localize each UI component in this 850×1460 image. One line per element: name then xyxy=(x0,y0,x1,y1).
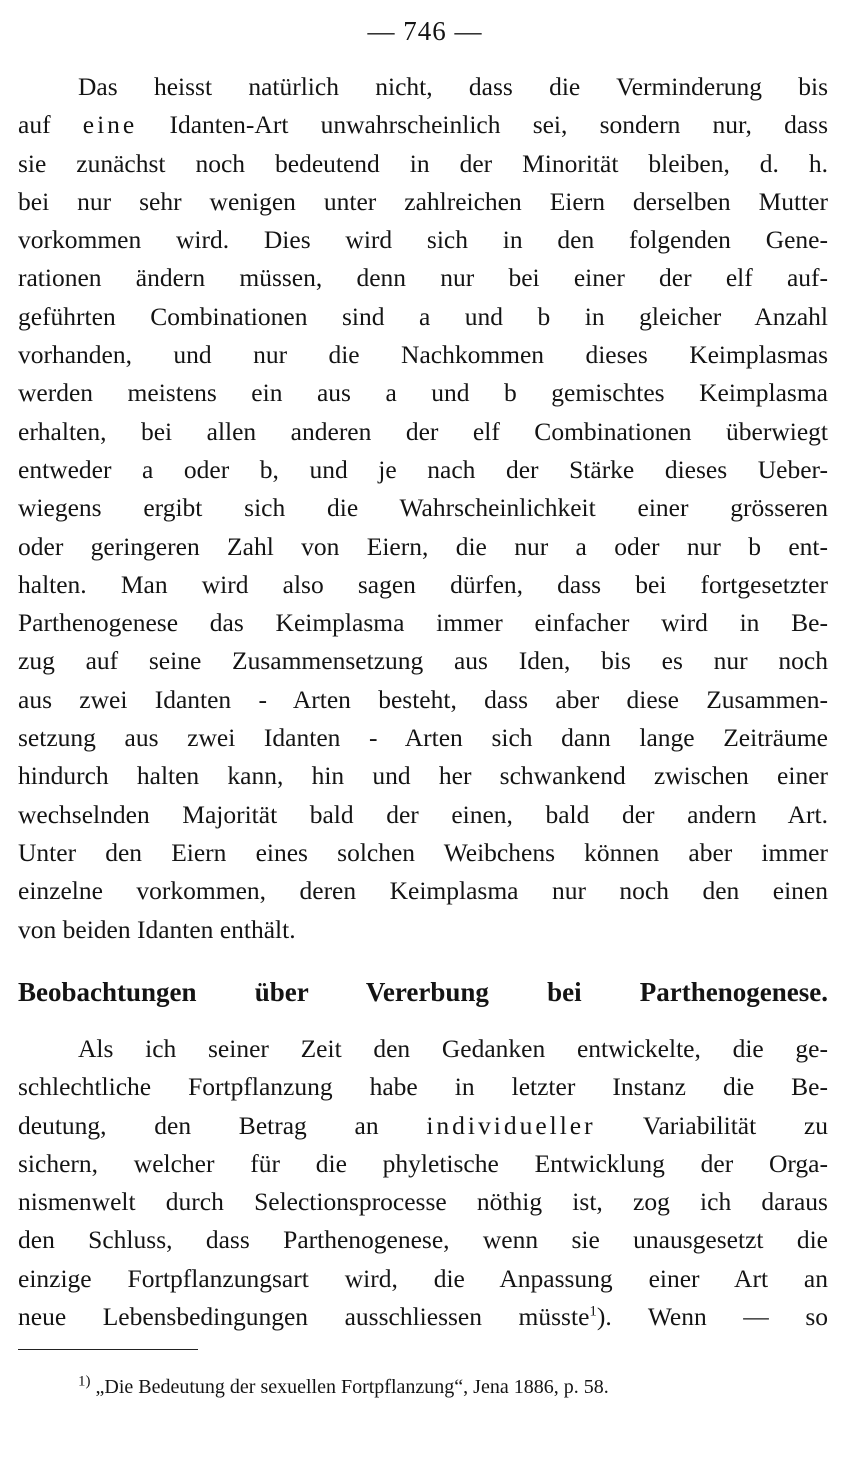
text-line: Das heisst natürlich nicht, dass die Verminderung bis xyxy=(78,72,828,101)
text-line: erhalten, bei allen anderen der elf Combinationen überwiegt xyxy=(18,416,828,446)
text-line: hindurch halten kann, hin und her schwankend zwischen einer xyxy=(18,761,828,791)
text-line: schlechtliche Fortpflanzung habe in letzter Instanz die Be- xyxy=(18,1072,828,1102)
footnote-text: „Die Bedeutung der sexuellen Fortpflanzung“, Jena 1886, p. 58. xyxy=(95,1376,609,1398)
body-paragraph-2 xyxy=(18,1030,828,1336)
text-line: setzung aus zwei Idanten - Arten sich dann lange Zeiträume xyxy=(18,723,828,753)
text-line: von beiden Idanten enthält. xyxy=(18,914,296,944)
text-line: auf eine Idanten-Art unwahrscheinlich sei, sondern nur, dass xyxy=(18,110,829,140)
section-heading: Beobachtungen über Vererbung bei Parthenogenese. xyxy=(18,977,828,1007)
text-line: aus zwei Idanten - Arten besteht, dass aber diese Zusammen- xyxy=(18,684,828,714)
text-line: rationen ändern müssen, denn nur bei einer der elf auf- xyxy=(18,263,828,293)
footnote-marker: 1) xyxy=(78,1373,91,1390)
footnote xyxy=(78,1372,838,1402)
text-line: nismenwelt durch Selectionsprocesse nöthig ist, zog ich daraus xyxy=(18,1187,828,1217)
text-line: Als ich seiner Zeit den Gedanken entwickelte, die ge- xyxy=(78,1034,828,1063)
text-line: vorhanden, und nur die Nachkommen dieses Keimplasmas xyxy=(18,340,828,370)
text-line: Unter den Eiern eines solchen Weibchens können aber immer xyxy=(18,837,828,867)
page-number: — 746 — xyxy=(367,16,483,46)
body-paragraph-1 xyxy=(18,68,828,949)
text-line: entweder a oder b, und je nach der Stärke dieses Ueber- xyxy=(18,454,828,484)
text-line: sichern, welcher für die phyletische Entwicklung der Orga- xyxy=(18,1148,828,1178)
text-line: Parthenogenese das Keimplasma immer einfacher wird in Be- xyxy=(18,608,828,638)
text-line: zug auf seine Zusammensetzung aus Iden, bis es nur noch xyxy=(18,646,828,676)
text-line: vorkommen wird. Dies wird sich in den folgenden Gene- xyxy=(18,225,828,255)
text-line: halten. Man wird also sagen dürfen, dass bei fortgesetzter xyxy=(18,569,828,599)
text-line: bei nur sehr wenigen unter zahlreichen Eiern derselben Mutter xyxy=(18,186,828,216)
text-line: den Schluss, dass Parthenogenese, wenn sie unausgesetzt die xyxy=(18,1225,828,1255)
text-line: einzige Fortpflanzungsart wird, die Anpassung einer Art an xyxy=(18,1263,828,1293)
footnote-divider xyxy=(18,1349,198,1350)
text-line: wechselnden Majorität bald der einen, bald der andern Art. xyxy=(18,799,828,829)
text-line: wiegens ergibt sich die Wahrscheinlichkeit einer grösseren xyxy=(18,493,828,523)
text-line: sie zunächst noch bedeutend in der Minorität bleiben, d. h. xyxy=(18,148,828,178)
text-line: neue Lebensbedingungen ausschliessen müsste$^1$). Wenn — so xyxy=(18,1302,828,1332)
text-line: geführten Combinationen sind a und b in gleicher Anzahl xyxy=(18,301,828,331)
text-line: deutung, den Betrag an individueller Variabilität zu xyxy=(18,1110,828,1140)
text-line: einzelne vorkommen, deren Keimplasma nur noch den einen xyxy=(18,876,828,906)
text-line: werden meistens ein aus a und b gemischtes Keimplasma xyxy=(18,378,828,408)
text-line: oder geringeren Zahl von Eiern, die nur a oder nur b ent- xyxy=(18,531,828,561)
